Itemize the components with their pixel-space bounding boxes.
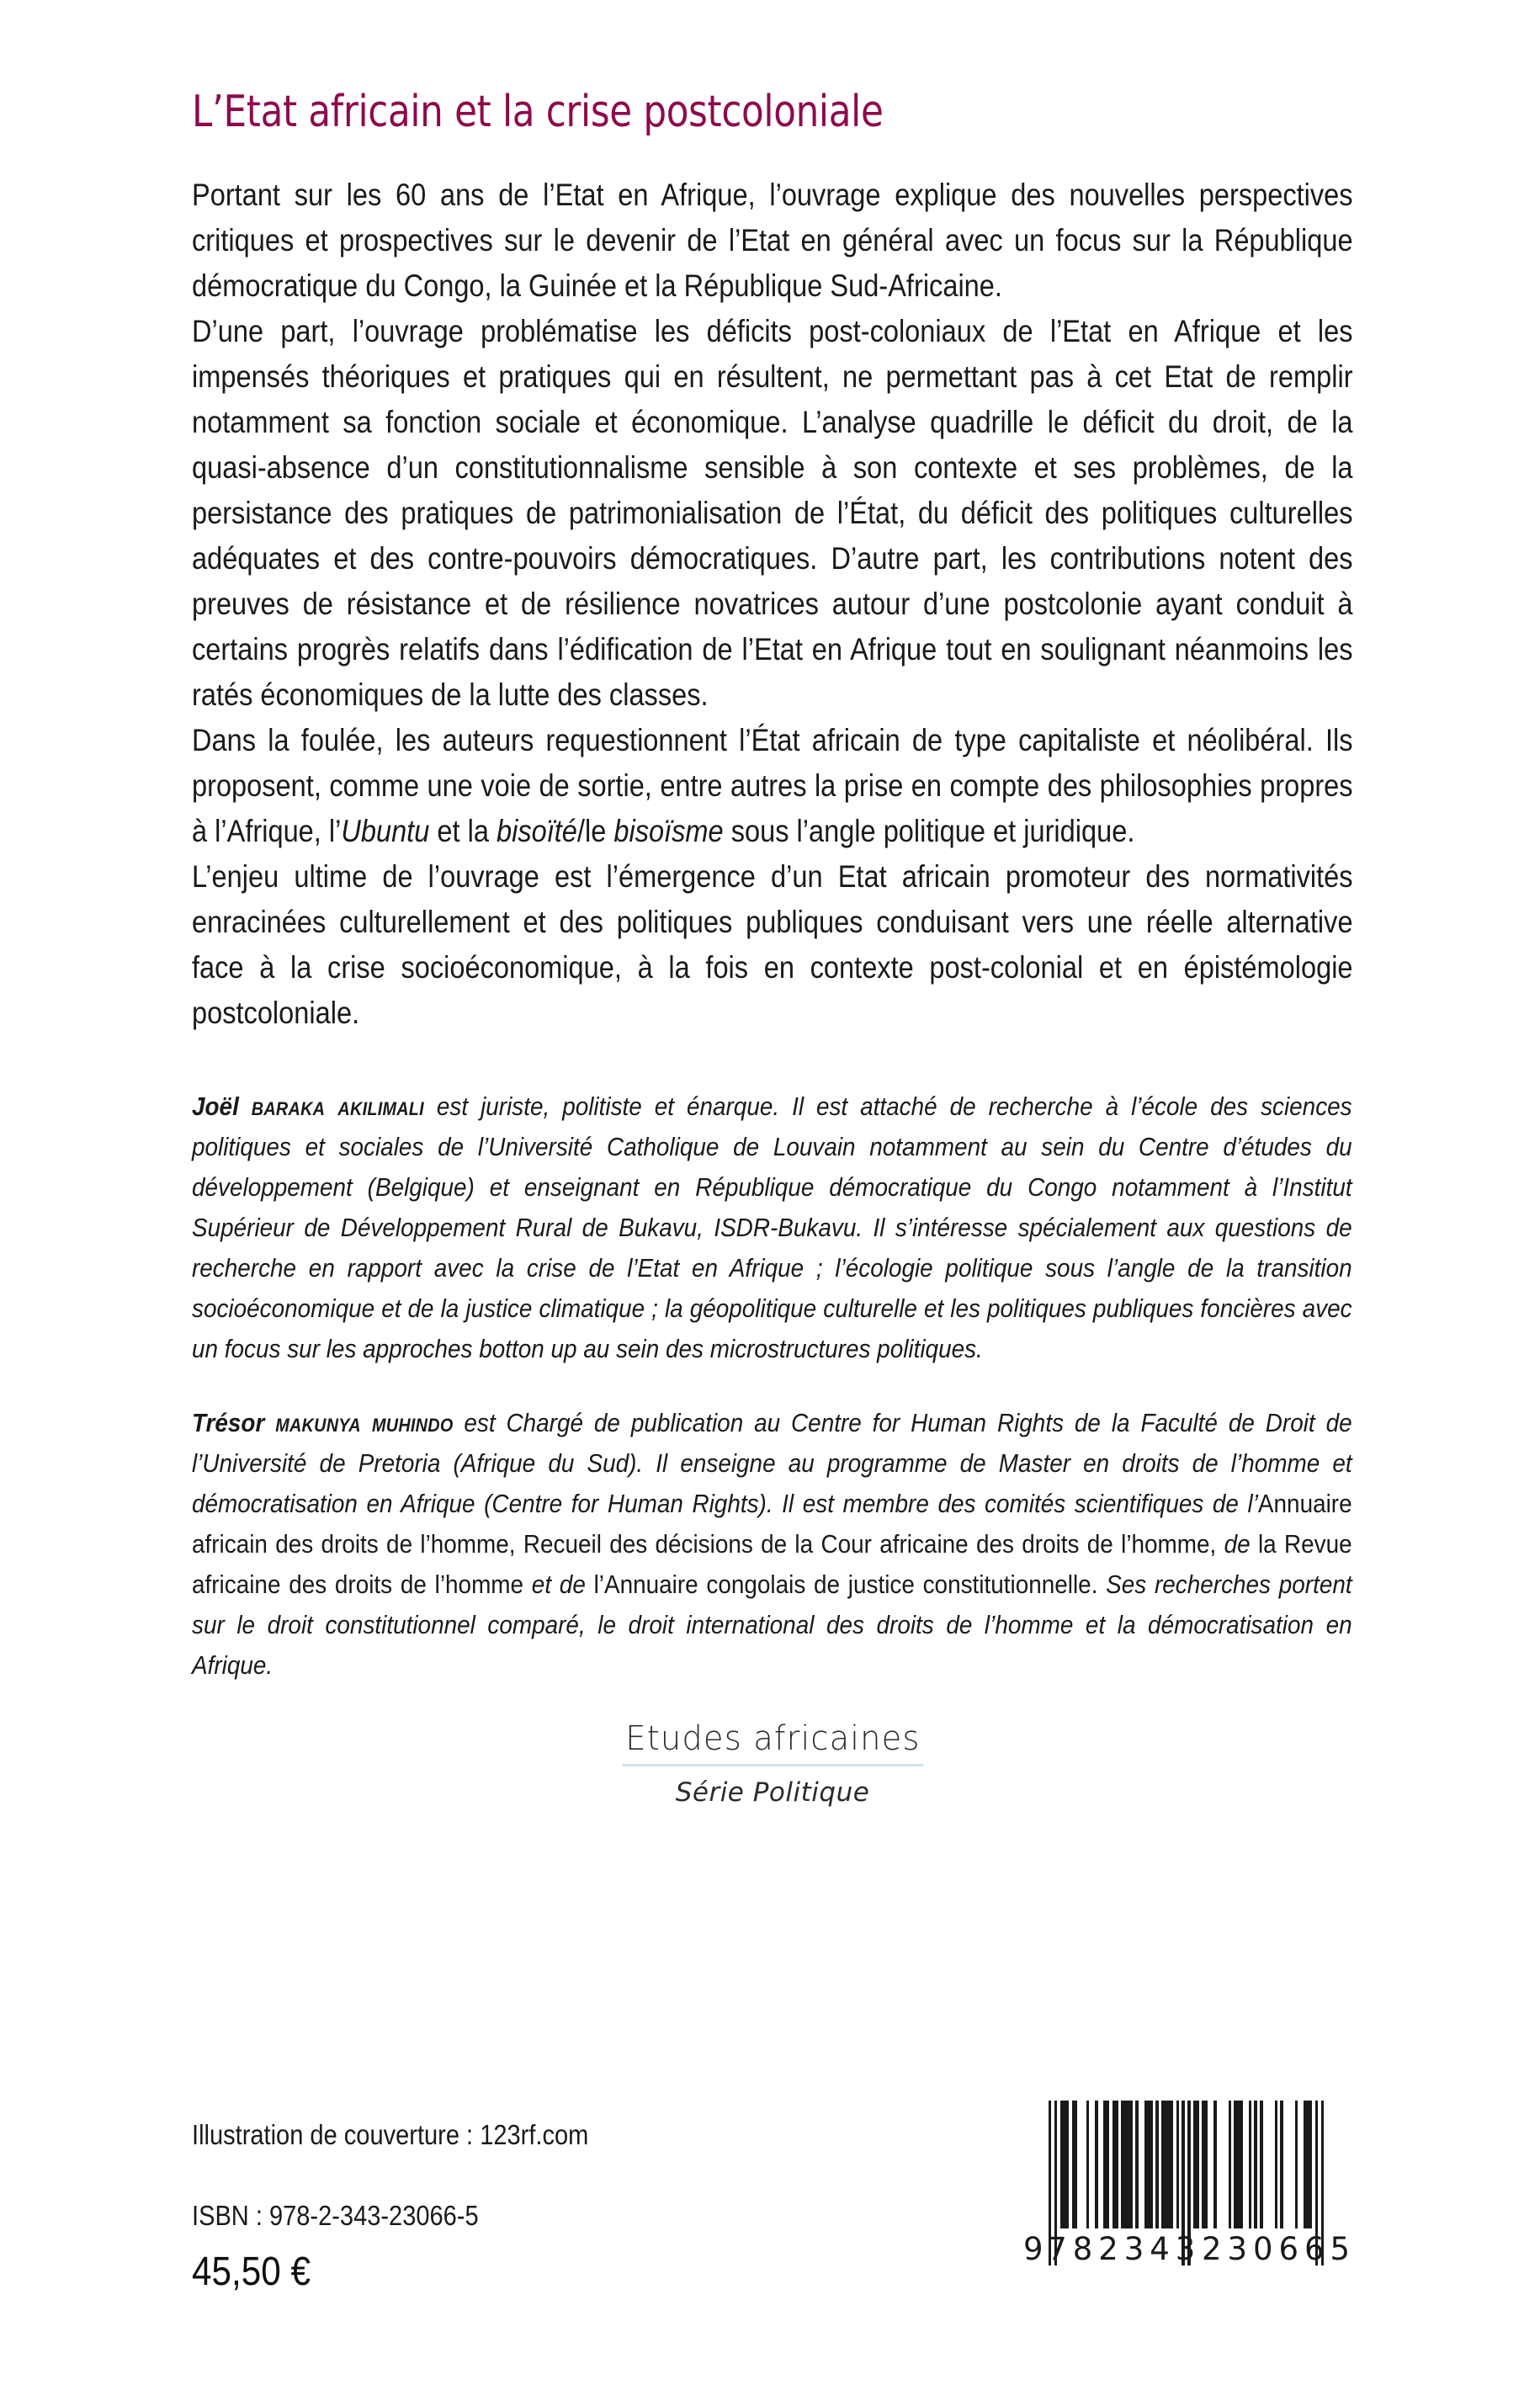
journal-title-annuaire-congolais: l’Annuaire congolais de justice constitutionnelle. [593, 1570, 1098, 1600]
series-block [192, 1719, 1353, 1808]
price-text: 45,50 € [192, 2250, 311, 2294]
journal-title-revue-africaine: la Revue africaine des droits de l’homme [192, 1529, 1352, 1600]
blurb-paragraph-1: Portant sur les 60 ans de l’Etat en Afrique, l’ouvrage explique des nouvelles perspectives critiques et prospectives sur le devenir de l’Etat en général avec un focus sur la République démocratique du Congo, la Guinée et la République Sud-Africaine. [192, 178, 1353, 304]
cover-content [192, 0, 1353, 1808]
author-first-name: Trésor [192, 1408, 265, 1438]
ean13-barcode [1023, 2101, 1353, 2267]
bisoite-term: bisoïté [496, 814, 577, 849]
author-last-name: makunya muhindo [275, 1408, 454, 1438]
author-bio-baraka [192, 1086, 1352, 1369]
barcode-bars [1049, 2101, 1353, 2228]
author-bio-text: est juriste, politiste et énarque. Il est attaché de recherche à l’école des sciences politiques et sociales de l’Université Catholique de Louvain notamment au sein du Centre d’études du développement (Belgique) et enseignant en République démocratique du Congo notamment à l’Institut Supérieur de Développement Rural de Bukavu, ISDR-Bukavu. Il s’intéresse spécialement aux questions de recherche en rapport avec la crise de l’Etat en Afrique ; l’écologie politique sous l’angle de la transition socioéconomique et de la justice climatique ; la géopolitique culturelle et les politiques publiques foncières avec un focus sur les approches botton up au sein des microstructures politiques. [192, 1092, 1352, 1364]
barcode-lead-digit: 9 [1023, 2230, 1044, 2267]
author-bio-text-part-2: de [1216, 1529, 1258, 1559]
author-bio-makunya [192, 1403, 1352, 1686]
page-title: L’Etat africain et la crise postcoloniale [192, 87, 884, 137]
cover-illustration-credit: Illustration de couverture : 123rf.com [192, 2119, 589, 2150]
series-name: Etudes africaines [622, 1719, 923, 1766]
barcode-digits [1023, 2230, 1353, 2267]
ubuntu-text-middle-2: /le [576, 814, 614, 849]
author-bio-text-part-1: est Chargé de publication au Centre for Human Rights de la Faculté de Droit de l’Université de Pretoria (Afrique du Sud). Il enseigne au programme de Master en droits de l’homme et démocratisation en Afrique (Centre for Human Rights). Il est membre des comités scientifiques de l’ [192, 1408, 1352, 1519]
ubuntu-text-after: sous l’angle politique et juridique. [723, 814, 1135, 849]
series-subtitle: Série Politique [675, 1777, 870, 1809]
bisoisme-term: bisoïsme [613, 814, 724, 849]
blurb-paragraph-4: L’enjeu ultime de l’ouvrage est l’émergence d’un Etat africain promoteur des normativités enracinées culturellement et des politiques publiques conduisant vers une réelle alternative face à la crise socioéconomique, à la fois en contexte post-colonial et en épistémologie postcoloniale. [192, 859, 1353, 1031]
barcode-right-group: 2 3 0 6 6 5 [1201, 2230, 1351, 2267]
ubuntu-term: Ubuntu [341, 814, 430, 849]
author-bios-section [192, 1086, 1353, 1686]
isbn-text: ISBN : 978-2-343-23066-5 [192, 2200, 479, 2231]
blurb-paragraph-2: D’une part, l’ouvrage problématise les déficits post-coloniaux de l’Etat en Afrique et les impensés théoriques et pratiques qui en résultent, ne permettant pas à cet Etat de remplir notamment sa fonction sociale et économique. L’analyse quadrille le déficit du droit, de la quasi-absence d’un constitutionnalisme sensible à son contexte et ses problèmes, de la persistance des pratiques de patrimonialisation de l’État, du déficit des politiques culturelles adéquates et des contre-pouvoirs démocratiques. D’autre part, les contributions notent des preuves de résistance et de résilience novatrices autour d’une postcolonie ayant conduit à certains progrès relatifs dans l’édification de l’Etat en Afrique tout en soulignant néanmoins les ratés économiques de la lutte des classes. [192, 314, 1353, 713]
barcode-left-group: 7 8 2 3 4 3 [1047, 2230, 1197, 2267]
ubuntu-text-middle-1: et la [429, 814, 497, 849]
author-bio-text-part-4: Ses recherches portent sur le droit constitutionnel comparé, le droit international des droits de l’homme et la démocratisation en Afrique. [192, 1570, 1352, 1681]
footer-left-column [192, 2119, 949, 2295]
ubuntu-text-before: Dans la foulée, les auteurs requestionnent l’État africain de type capitaliste et néolibéral. Ils proposent, comme une voie de sortie, entre autres la prise en compte des philosophies propres à l’Afrique, l’ [192, 723, 1353, 849]
journal-title-annuaire-africain: Annuaire africain des droits de l’homme, Recueil des décisions de la Cour africaine des droits de l’homme, [192, 1489, 1352, 1559]
author-first-name: Joël [192, 1092, 239, 1122]
blurb-section [192, 173, 1353, 1036]
blurb-paragraph-ubuntu [192, 718, 1353, 854]
author-last-name: baraka akilimali [251, 1092, 424, 1122]
author-bio-text-part-3: et de [523, 1570, 594, 1600]
